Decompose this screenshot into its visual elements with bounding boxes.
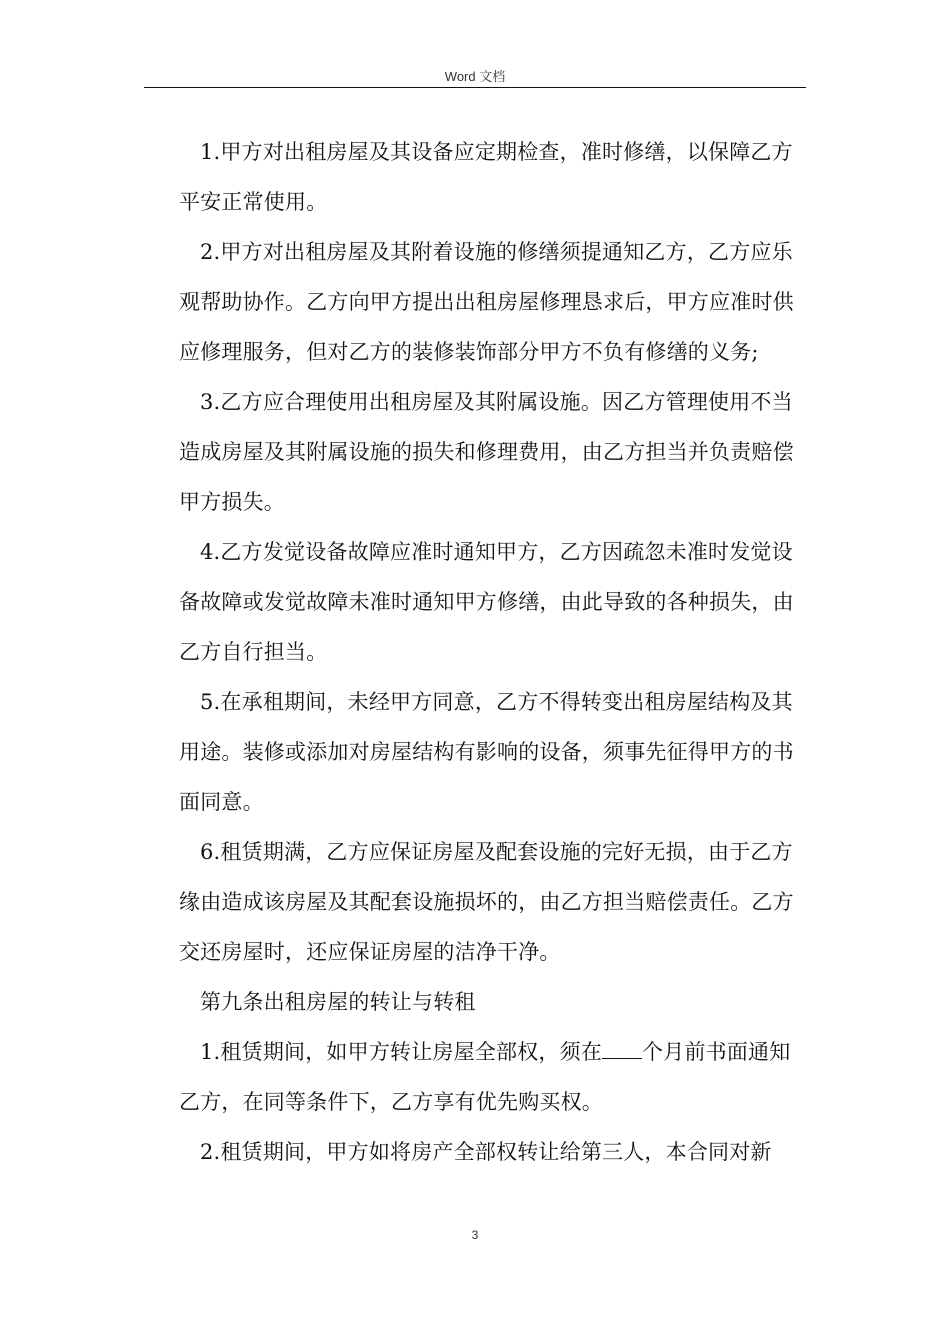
- paragraph-clause-2: 2.甲方对出租房屋及其附着设施的修缮须提通知乙方，乙方应乐观帮助协作。乙方向甲方提出出租房屋修理恳求后，甲方应准时供应修理服务，但对乙方的装修装饰部分甲方不负有修缮的义务;: [179, 240, 794, 364]
- paragraph-clause-3: 3.乙方应合理使用出租房屋及其附属设施。因乙方管理使用不当造成房屋及其附属设施的损失和修理费用，由乙方担当并负责赔偿甲方损失。: [179, 390, 794, 514]
- paragraph-article-9-clause-2: 2.租赁期间，甲方如将房产全部权转让给第三人，本合同对新: [200, 1140, 772, 1164]
- page-header: Word 文档: [444, 69, 506, 84]
- fill-in-blank: [602, 1038, 642, 1059]
- document-body: [179, 127, 799, 1177]
- section-heading-article-9: 第九条出租房屋的转让与转租: [200, 990, 476, 1014]
- clause-text-before-blank: 1.租赁期间，如甲方转让房屋全部权，须在: [200, 1040, 603, 1064]
- header-divider: [144, 87, 806, 88]
- paragraph-clause-5: 5.在承租期间，未经甲方同意，乙方不得转变出租房屋结构及其用途。装修或添加对房屋结构有影响的设备，须事先征得甲方的书面同意。: [179, 690, 794, 814]
- page-number: 3: [471, 1228, 479, 1242]
- paragraph-clause-6: 6.租赁期满，乙方应保证房屋及配套设施的完好无损，由于乙方缘由造成该房屋及其配套设施损坏的，由乙方担当赔偿责任。乙方交还房屋时，还应保证房屋的洁净干净。: [179, 840, 794, 964]
- paragraph-clause-1: 1.甲方对出租房屋及其设备应定期检查，准时修缮，以保障乙方平安正常使用。: [179, 140, 793, 214]
- clause-text-after-blank: 个月前书面通知乙方，在同等条件下，乙方享有优先购买权。: [179, 1040, 791, 1114]
- paragraph-clause-4: 4.乙方发觉设备故障应准时通知甲方，乙方因疏忽未准时发觉设备故障或发觉故障未准时通知甲方修缮，由此导致的各种损失，由乙方自行担当。: [179, 540, 794, 664]
- paragraph-article-9-clause-1: [179, 1027, 799, 1127]
